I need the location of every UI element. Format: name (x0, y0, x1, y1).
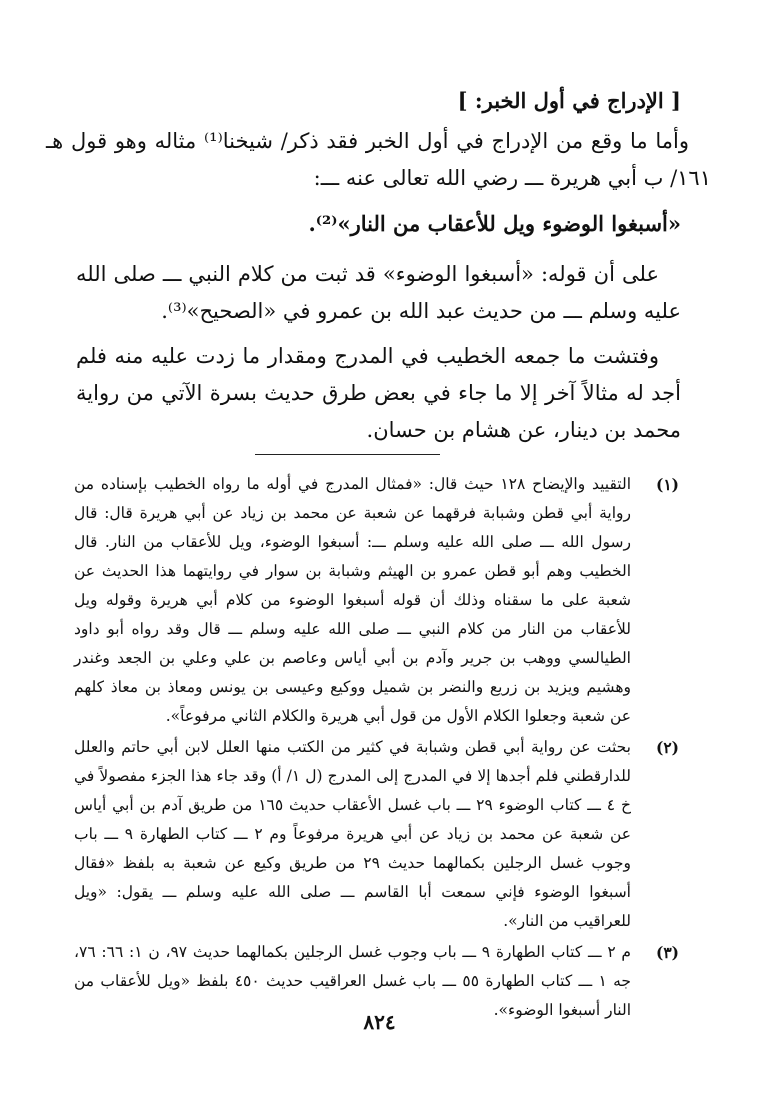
footnote-text: م ٢ ـــ كتاب الطهارة ٩ ـــ باب وجوب غسل الرجلين بكمالهما حديث ٩٧، ن ١: ٦٦: ٧٦، جه ١ ـــ كتاب الطهارة ٥٥ ـــ باب غسل العراقيب حديث ٤٥٠ بلفظ «ويل للأعقاب من النار أسبغوا الوضوء». (74, 943, 631, 1019)
footnote-text: بحثت عن رواية أبي قطن وشبابة في كثير من الكتب منها العلل لابن أبي حاتم والعلل للدارقطني فلم أجدها إلا في المدرج إلى المدرج (ل ١/ أ) وقد جاء هذا الجزء مفصولاً في خ ٤ ـــ كتاب الوضوء ٢٩ ـــ باب غسل الأعقاب حديث ١٦٥ من طريق آدم بن أبي أياس عن شعبة عن محمد بن زياد عن أبي هريرة مرفوعاً وم ٢ ـــ كتاب الطهارة ٩ ـــ باب وجوب غسل الرجلين بكمالهما حديث ٢٩ من طريق وكيع عن شعبة به بلفظ «فقال أسبغوا الوضوء فإني سمعت أبا القاسم ـــ صلى الله عليه وسلم ـــ يقول: «ويل للعراقيب من النار». (74, 738, 632, 930)
paragraph-2: على أن قوله: «أسبغوا الوضوء» قد ثبت من كلام النبي ـــ صلى الله عليه وسلم ـــ من حديث عبد الله بن عمرو في «الصحيح»⁽³⁾. (76, 262, 681, 323)
section-heading: [ الإدراج في أول الخبر: ] (457, 88, 681, 113)
paragraph-3: وفتشت ما جمعه الخطيب في المدرج ومقدار ما زدت عليه منه فلم أجد له مثالاً آخر إلا ما جاء في بعض طرق حديث بسرة الآتي من رواية محمد بن دينار، عن هشام بن حسان. (76, 344, 681, 442)
footnote-number: (١) (655, 475, 679, 494)
footnote-number: (٢) (655, 738, 679, 757)
main-text (46, 82, 711, 457)
footnote-1 (74, 470, 679, 731)
hadith-quote: «أسبغوا الوضوء ويل للأعقاب من النار»⁽²⁾. (308, 211, 681, 236)
page-number: ٨٢٤ (363, 1010, 396, 1034)
footnote-2 (74, 733, 679, 936)
footnote-number: (٣) (655, 943, 679, 962)
footnotes (74, 470, 679, 1027)
footnote-text: التقييد والإيضاح ١٢٨ حيث قال: «فمثال المدرج في أوله ما رواه الخطيب بإسناده من رواية أبي قطن وشبابة فرقهما عن شعبة عن محمد بن زياد عن أبي هريرة قال: قال رسول الله ـــ صلى الله عليه وسلم ـــ: أسبغوا الوضوء، ويل للأعقاب من النار. قال الخطيب وهم أبو قطن عمرو بن الهيثم وشبابة بن سوار في روايتهما هذا الحديث عن شعبة على ما سقناه وذلك أن قوله أسبغوا الوضوء من كلام أبي هريرة وقوله ويل للأعقاب من النار من كلام النبي ـــ صلى الله عليه وسلم ـــ قال وقد رواه أبو داود الطيالسي ووهب بن جرير وآدم بن أبي أياس وعاصم بن علي وعلي بن الجعد وغندر وهشيم ويزيد بن زريع والنضر بن شميل ووكيع وعيسى بن يونس ومعاذ بن معاذ كلهم عن شعبة وجعلوا الكلام الأول من قول أبي هريرة والكلام الثاني مرفوعاً». (74, 475, 631, 725)
footnote-divider (255, 454, 440, 455)
paragraph-1: وأما ما وقع من الإدراج في أول الخبر فقد ذكر/ شيخنا⁽¹⁾ مثاله وهو قول هـ ١٦١/ ب أبي هريرة ـــ رضي الله تعالى عنه ـــ: (46, 129, 711, 190)
